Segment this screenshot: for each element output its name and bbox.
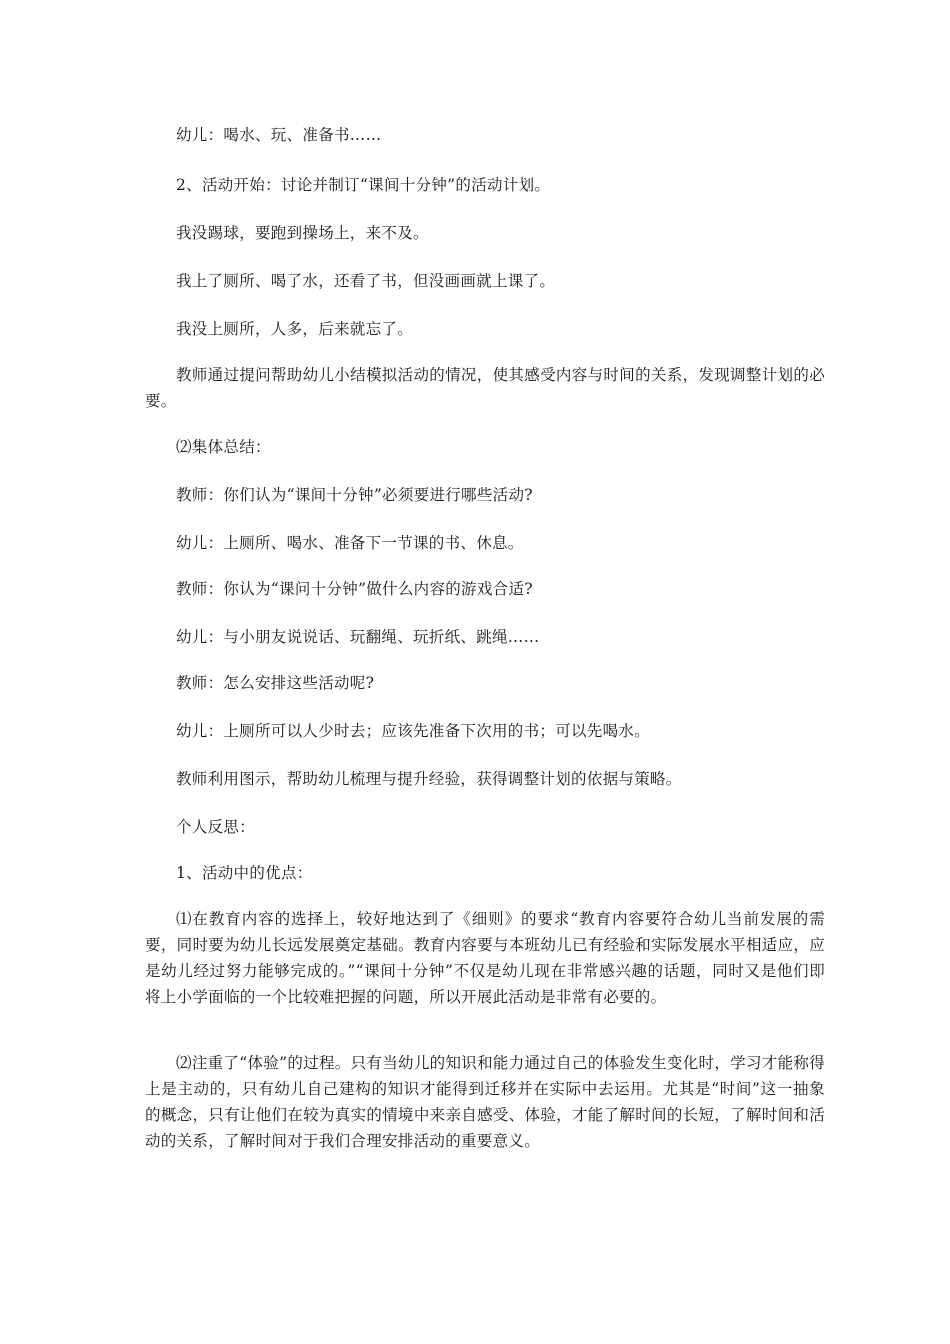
paragraph-18: ⑵注重了“体验”的过程。只有当幼儿的知识和能力通过自己的体验发生变化时，学习才能称得上是主动的，只有幼儿自己建构的知识才能得到迁移并在实际中去运用。尤其是“时间”这一抽象的概念，只有让他们在较为真实的情境中来亲自感受、体验，才能了解时间的长短，了解时间和活动的关系，了解时间对于我们合理安排活动的重要意义。 [145, 1054, 825, 1150]
paragraph-9: 幼儿：上厕所、喝水、准备下一节课的书、休息。 [176, 534, 524, 552]
paragraph-2: 2、活动开始：讨论并制订“课间十分钟”的活动计划。 [176, 176, 551, 194]
paragraph-7: ⑵集体总结： [176, 438, 271, 456]
paragraph-14: 教师利用图示，帮助幼儿梳理与提升经验，获得调整计划的依据与策略。 [176, 770, 682, 788]
paragraph-4: 我上了厕所、喝了水，还看了书，但没画画就上课了。 [176, 272, 556, 290]
paragraph-17: ⑴在教育内容的选择上，较好地达到了《细则》的要求“教育内容要符合幼儿当前发展的需要，同时要为幼儿长远发展奠定基础。教育内容要与本班幼儿已有经验和实际发展水平相适应，应是幼儿经过努力能够完成的。”“课间十分钟”不仅是幼儿现在非常感兴趣的话题，同时又是他们即将上小学面临的一个比较难把握的问题，所以开展此活动是非常有必要的。 [145, 910, 825, 1006]
paragraph-11: 幼儿：与小朋友说说话、玩翻绳、玩折纸、跳绳…… [176, 628, 540, 646]
paragraph-12: 教师：怎么安排这些活动呢? [176, 674, 375, 692]
paragraph-16: 1、活动中的优点： [176, 864, 313, 882]
paragraph-15: 个人反思： [176, 818, 256, 836]
paragraph-3: 我没踢球，要跑到操场上，来不及。 [176, 224, 429, 242]
paragraph-1: 幼儿：喝水、玩、准备书…… [176, 126, 382, 144]
paragraph-5: 我没上厕所，人多，后来就忘了。 [176, 320, 414, 338]
paragraph-6: 教师通过提问帮助幼儿小结模拟活动的情况，使其感受内容与时间的关系，发现调整计划的必要。 [145, 366, 825, 410]
paragraph-10: 教师：你认为“课问十分钟”做什么内容的游戏合适? [176, 580, 533, 598]
paragraph-13: 幼儿：上厕所可以人少时去；应该先准备下次用的书；可以先喝水。 [176, 722, 651, 740]
paragraph-8: 教师：你们认为“课间十分钟”必须要进行哪些活动? [176, 486, 533, 504]
